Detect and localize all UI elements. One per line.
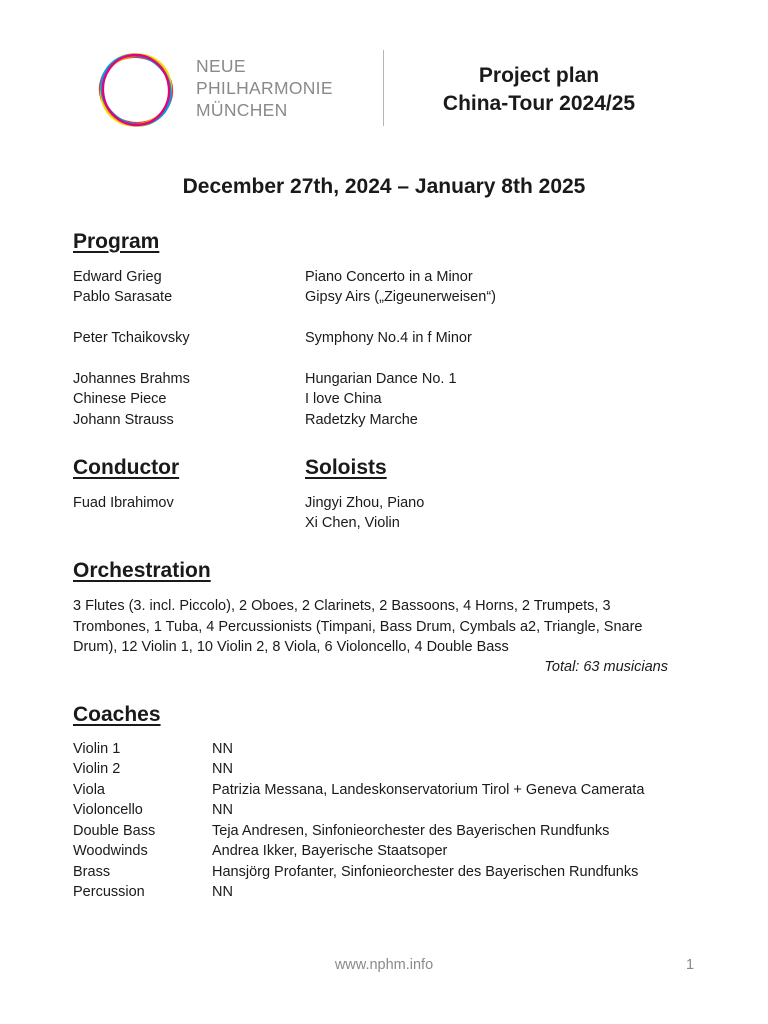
program-composer: Peter Tchaikovsky [73,330,190,346]
total-musicians: Total: 63 musicians [544,659,668,675]
soloist-name: Jingyi Zhou, Piano [305,495,425,511]
soloists-heading: Soloists [305,456,387,479]
header-divider [383,50,384,126]
coach-section: Violoncello [73,802,143,818]
coach-section: Violin 2 [73,761,121,777]
program-work: Hungarian Dance No. 1 [305,371,457,387]
program-work: Piano Concerto in a Minor [305,269,473,285]
orchestration-line: Drum), 12 Violin 1, 10 Violin 2, 8 Viola, 6 Violoncello, 4 Double Bass [73,639,509,655]
coach-name: NN [212,802,233,818]
coach-name: NN [212,884,233,900]
page-number: 1 [686,957,695,973]
logo-line: NEUE [196,56,246,76]
coach-name: Teja Andresen, Sinfonieorchester des Bayerischen Rundfunks [212,823,610,839]
program-composer: Chinese Piece [73,391,167,407]
program-composer: Johannes Brahms [73,371,190,387]
orchestration-line: Trombones, 1 Tuba, 4 Percussionists (Timpani, Bass Drum, Cymbals a2, Triangle, Snare [73,618,643,635]
title-line: Project plan [478,64,600,87]
tour-dates: December 27th, 2024 – January 8th 2025 [182,175,586,198]
coach-section: Violin 1 [73,741,121,757]
program-work: I love China [305,391,382,407]
logo-line: PHILHARMONIE [196,78,333,98]
coaches-heading: Coaches [73,703,161,726]
orchestration-line: 3 Flutes (3. incl. Piccolo), 2 Oboes, 2 Clarinets, 2 Bassoons, 4 Horns, 2 Trumpets, 3 [73,598,611,614]
program-work: Symphony No.4 in f Minor [305,330,472,346]
document-title [400,62,678,118]
logo-line: MÜNCHEN [196,100,288,120]
orchestration-text [73,596,693,658]
coach-name: Hansjörg Profanter, Sinfonieorchester des Bayerischen Rundfunks [212,864,639,880]
orchestra-logo [96,50,176,130]
coach-section: Percussion [73,884,145,900]
coach-section: Brass [73,864,111,880]
coach-name: Patrizia Messana, Landeskonservatorium Tirol + Geneva Camerata [212,782,645,798]
coach-section: Woodwinds [73,843,148,859]
soloist-name: Xi Chen, Violin [305,515,400,531]
coach-name: Andrea Ikker, Bayerische Staatsoper [212,843,448,859]
conductor-heading: Conductor [73,456,180,479]
title-line: China-Tour 2024/25 [442,92,636,115]
program-work: Radetzky Marche [305,412,418,428]
logo-wordmark [196,55,333,121]
program-work: Gipsy Airs („Zigeunerweisen“) [305,289,496,305]
program-composer: Pablo Sarasate [73,289,173,305]
coach-section: Double Bass [73,823,156,839]
program-composer: Edward Grieg [73,269,162,285]
footer-url: www.nphm.info [334,957,434,973]
orchestration-heading: Orchestration [73,559,211,582]
coach-section: Viola [73,782,105,798]
conductor-name: Fuad Ibrahimov [73,495,174,511]
coach-name: NN [212,761,233,777]
coach-name: NN [212,741,233,757]
program-heading: Program [73,230,160,253]
program-composer: Johann Strauss [73,412,174,428]
